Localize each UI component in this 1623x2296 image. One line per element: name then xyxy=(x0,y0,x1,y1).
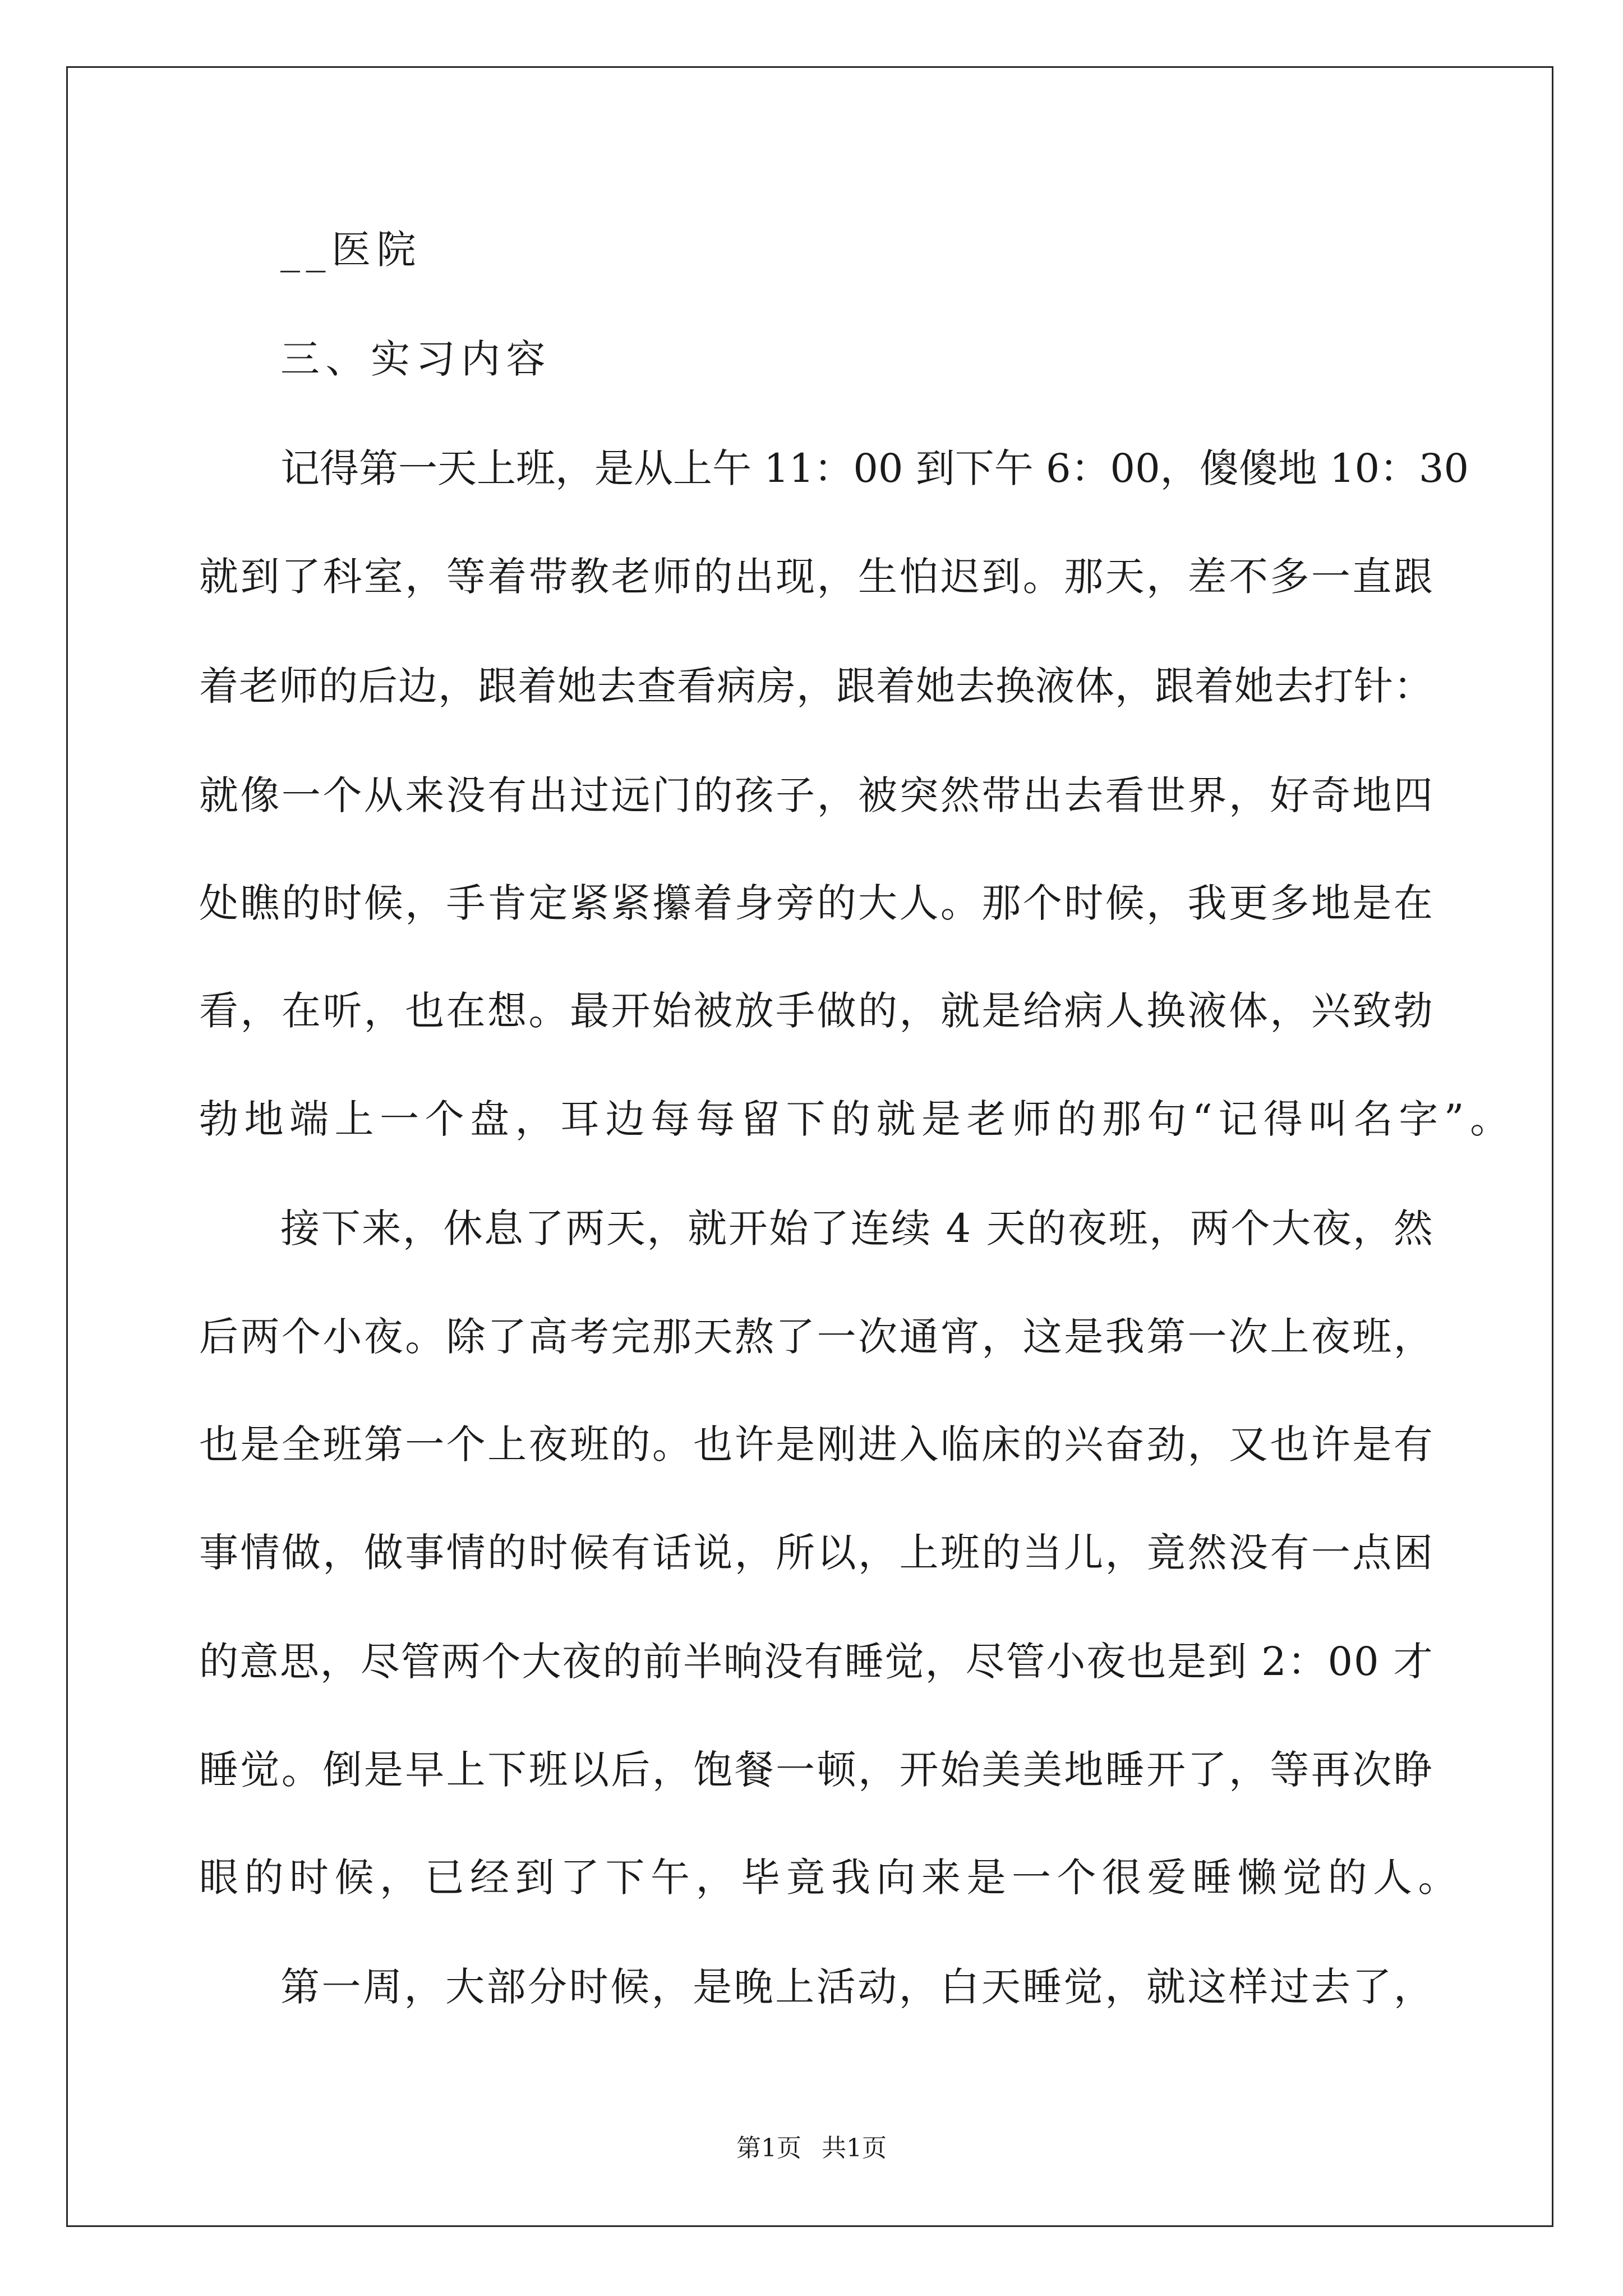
body-line-5: 处 瞧 的 时 候 ， 手 肯 定 紧 紧 攥 着 身 旁 的 大 人 。 那 个 时 候 ， 我 更 多 地 是 在 xyxy=(199,880,1433,926)
page-border xyxy=(66,66,1553,2227)
body-line-14: 眼的时候，已经到了下午，毕竟我向来是一个很爱睡懒觉的人。 xyxy=(199,1855,1463,1901)
body-line-10: 也 是 全 班 第 一 个 上 夜 班 的 。 也 许 是 刚 进 入 临 床 的 兴 奋 劲 ， 又 也 许 是 有 xyxy=(199,1421,1433,1467)
page-footer: 第1页 共1页 xyxy=(736,2134,887,2162)
body-line-6: 看 ， 在 听 ， 也 在 想 。 最 开 始 被 放 手 做 的 ， 就 是 给 病 人 换 液 体 ， 兴 致 勃 xyxy=(199,988,1433,1034)
section-heading: 三、实习内容 xyxy=(280,336,551,382)
body-line-2: 就 到 了 科 室 ， 等 着 带 教 老 师 的 出 现 ， 生 怕 迟 到 。 那 天 ， 差 不 多 一 直 跟 xyxy=(199,554,1433,600)
body-line-1: 记 得 第 一 天 上 班 ， 是 从 上 午 1 1 ： 0 0 到 下 午 6 ： 0 0 ， 傻 傻 地 1 0 ： 3 0 xyxy=(280,445,1469,491)
body-line-8: 接 下 来 ， 休 息 了 两 天 ， 就 开 始 了 连 续 4 天 的 夜 班 ， 两 个 大 夜 ， 然 xyxy=(280,1205,1433,1251)
body-line-15: 第 一 周 ， 大 部 分 时 候 ， 是 晚 上 活 动 ， 白 天 睡 觉 ， 就 这 样 过 去 了 ， xyxy=(280,1964,1433,2010)
body-line-12: 的 意 思 ， 尽 管 两 个 大 夜 的 前 半 晌 没 有 睡 觉 ， 尽 管 小 夜 也 是 到 2 ： 0 0 才 xyxy=(199,1639,1433,1685)
body-line-9: 后 两 个 小 夜 。 除 了 高 考 完 那 天 熬 了 一 次 通 宵 ， 这 是 我 第 一 次 上 夜 班 ， xyxy=(199,1314,1433,1360)
body-line-4: 就 像 一 个 从 来 没 有 出 过 远 门 的 孩 子 ， 被 突 然 带 出 去 看 世 界 ， 好 奇 地 四 xyxy=(199,772,1433,818)
body-line-11: 事 情 做 ， 做 事 情 的 时 候 有 话 说 ， 所 以 ， 上 班 的 当 儿 ， 竟 然 没 有 一 点 困 xyxy=(199,1530,1433,1576)
body-line-13: 睡 觉 。 倒 是 早 上 下 班 以 后 ， 饱 餐 一 顿 ， 开 始 美 美 地 睡 开 了 ， 等 再 次 睁 xyxy=(199,1747,1433,1793)
body-line-7: 勃地端上一个盘，耳边每每留下的就是老师的那句“记得叫名字”。 xyxy=(199,1096,1515,1142)
body-line-3: 着 老 师 的 后 边 ， 跟 着 她 去 查 看 病 房 ， 跟 着 她 去 换 液 体 ， 跟 着 她 去 打 针 ： xyxy=(199,663,1433,709)
hospital-line: __医院 xyxy=(280,227,422,273)
